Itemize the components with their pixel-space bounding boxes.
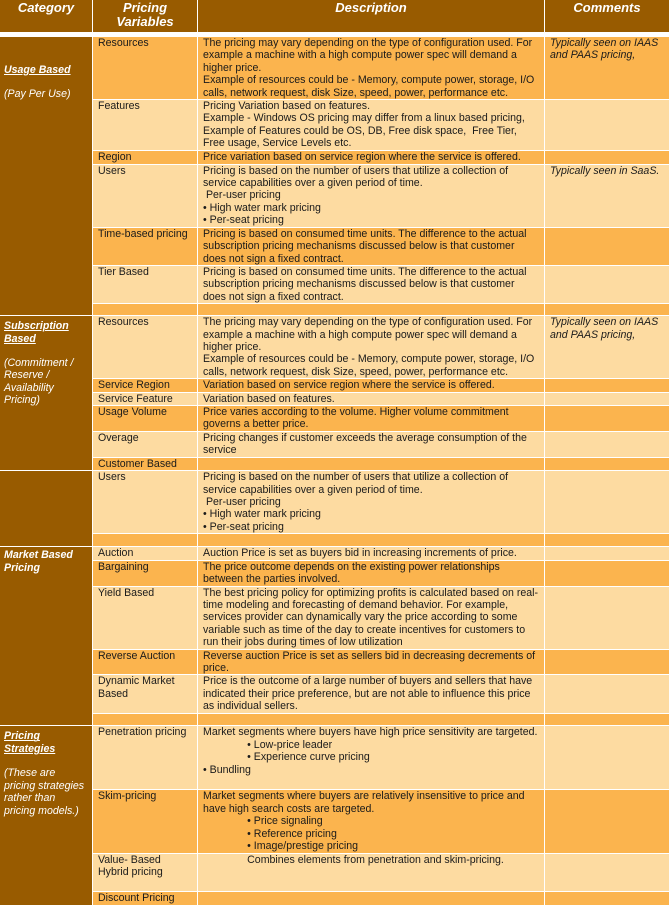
comment (545, 854, 669, 891)
table-row (0, 165, 669, 227)
table-row (0, 790, 669, 852)
category-subtitle: (Commitment / Reserve / Availability Pricing) (4, 356, 74, 407)
pricing-variable: Value- Based Hybrid pricing (93, 854, 197, 891)
table-row (0, 432, 669, 457)
pricing-variable: Service Region (93, 379, 197, 391)
table-row (0, 561, 669, 586)
pricing-variable: Customer Based (93, 458, 197, 470)
table-row (0, 37, 669, 99)
description: Auction Price is set as buyers bid in increasing increments of price. (198, 547, 544, 559)
description: The pricing may vary depending on the type of configuration used. For example a machine with a high compute power spec will demand a higher price. Example of resources could be - Memory, compute power, storage, I/O calls, network request, disk Size, speed, power, performance etc. (198, 316, 544, 378)
pricing-variable (93, 304, 197, 315)
description: The best pricing policy for optimizing profits is calculated based on real-time modeling and forecasting of demand behavior. For example, services provider can dynamically vary the price according to some variable such as time of the day to create incentives for customers to run their jobs during times of low utilization (198, 587, 544, 649)
category-cell-subscription (0, 471, 92, 546)
header-pricing-variables: Pricing Variables (93, 0, 197, 32)
description (198, 304, 544, 315)
category-cell-usage (0, 37, 92, 315)
table-row (0, 726, 669, 789)
description (198, 892, 544, 905)
comment (545, 675, 669, 713)
pricing-variable: Skim-pricing (93, 790, 197, 852)
comment (545, 892, 669, 905)
category-cell-market (0, 547, 92, 725)
table-row (0, 316, 669, 378)
description: Variation based on features. (198, 393, 544, 405)
spacer-row (0, 534, 669, 546)
pricing-variable: Users (93, 471, 197, 533)
category-title: Market Based Pricing (4, 549, 73, 574)
description: Variation based on service region where the service is offered. (198, 379, 544, 391)
comment (545, 151, 669, 164)
pricing-variable (93, 714, 197, 725)
header-divider (0, 33, 669, 36)
table-row (0, 151, 669, 164)
description (198, 534, 544, 546)
table-row (0, 393, 669, 405)
comment (545, 432, 669, 457)
pricing-variable: Usage Volume (93, 406, 197, 431)
table-row (0, 471, 669, 533)
description: The pricing may vary depending on the type of configuration used. For example a machine with a high compute power spec will demand a higher price. Example of resources could be - Memory, compute power, storage, I/O calls, network request, disk Size, speed, power, performance etc. (198, 37, 544, 99)
header-row (0, 0, 669, 32)
comment (545, 714, 669, 725)
description: Market segments where buyers have high price sensitivity are targeted. • Low-price leader • Experience curve pricing • Bundling (198, 726, 544, 789)
description: Pricing is based on the number of users that utilize a collection of service capabilities over a given period of time. Per-user pricing • High water mark pricing • Per-seat pricing (198, 471, 544, 533)
pricing-variable: Auction (93, 547, 197, 559)
pricing-variable: Features (93, 100, 197, 150)
description: Pricing is based on consumed time units. The difference to the actual subscription pricing mechanisms discussed below is that customer does not sign a fixed contract. (198, 266, 544, 303)
table-row (0, 547, 669, 559)
pricing-variable: Yield Based (93, 587, 197, 649)
pricing-variable: Resources (93, 37, 197, 99)
spacer-row (0, 714, 669, 725)
category-cell-subscription (0, 316, 92, 470)
category-title: Pricing Strategies (4, 730, 56, 755)
comment (545, 266, 669, 303)
comment: Typically seen on IAAS and PAAS pricing, (545, 37, 669, 99)
description (198, 714, 544, 725)
header-category: Category (0, 0, 92, 32)
comment (545, 561, 669, 586)
table-row (0, 650, 669, 675)
spacer-row (0, 304, 669, 315)
header-comments: Comments (545, 0, 669, 32)
comment (545, 458, 669, 470)
description: Reverse auction Price is set as sellers bid in decreasing decrements of price. (198, 650, 544, 675)
comment (545, 471, 669, 533)
comment (545, 726, 669, 789)
description: Combines elements from penetration and skim-pricing. (198, 854, 544, 891)
category-title: Subscription Based (4, 320, 69, 345)
description: Price variation based on service region where the service is offered. (198, 151, 544, 164)
pricing-variable: Resources (93, 316, 197, 378)
table-row (0, 675, 669, 713)
pricing-variable: Region (93, 151, 197, 164)
description: Pricing Variation based on features. Example - Windows OS pricing may differ from a linux based pricing, Example of Features could be OS, DB, Free disk space, Free Tier, Free usage, Service Levels etc. (198, 100, 544, 150)
pricing-variable: Tier Based (93, 266, 197, 303)
comment (545, 587, 669, 649)
comment (545, 228, 669, 265)
comment (545, 547, 669, 559)
comment (545, 650, 669, 675)
comment (545, 379, 669, 391)
comment: Typically seen on IAAS and PAAS pricing, (545, 316, 669, 378)
table-row (0, 406, 669, 431)
table-row (0, 228, 669, 265)
pricing-variable: Users (93, 165, 197, 227)
description: Price varies according to the volume. Higher volume commitment governs a better price. (198, 406, 544, 431)
comment (545, 406, 669, 431)
description: Price is the outcome of a large number of buyers and sellers that have indicated their price preference, but are not able to influence this price as individual sellers. (198, 675, 544, 713)
pricing-variable: Service Feature (93, 393, 197, 405)
comment (545, 534, 669, 546)
pricing-variable: Penetration pricing (93, 726, 197, 789)
description: Pricing is based on the number of users that utilize a collection of service capabilities over a given period of time. Per-user pricing • High water mark pricing • Per-seat pricing (198, 165, 544, 227)
comment (545, 790, 669, 852)
description: Pricing changes if customer exceeds the average consumption of the service (198, 432, 544, 457)
comment (545, 393, 669, 405)
pricing-variable: Discount Pricing (93, 892, 197, 905)
pricing-variable: Time-based pricing (93, 228, 197, 265)
category-subtitle: (These are pricing strategies rather than pricing models.) (4, 767, 85, 817)
pricing-variable: Bargaining (93, 561, 197, 586)
table-row (0, 266, 669, 303)
category-cell-strategies (0, 726, 92, 904)
pricing-variable: Reverse Auction (93, 650, 197, 675)
table-row (0, 587, 669, 649)
category-title: Usage Based (4, 64, 71, 76)
table-row (0, 458, 669, 470)
description (198, 458, 544, 470)
comment (545, 100, 669, 150)
description: The price outcome depends on the existing power relationships between the parties involved. (198, 561, 544, 586)
comment: Typically seen in SaaS. (545, 165, 669, 227)
table-row (0, 854, 669, 891)
description: Pricing is based on consumed time units. The difference to the actual subscription pricing mechanisms discussed below is that customer does not sign a fixed contract. (198, 228, 544, 265)
table-row (0, 892, 669, 905)
table-body (0, 37, 669, 905)
pricing-variable (93, 534, 197, 546)
header-description: Description (198, 0, 544, 32)
pricing-variable: Overage (93, 432, 197, 457)
comment (545, 304, 669, 315)
description: Market segments where buyers are relatively insensitive to price and have high search costs are targeted. • Price signaling • Reference pricing • Image/prestige pricing (198, 790, 544, 852)
pricing-variable: Dynamic Market Based (93, 675, 197, 713)
category-subtitle: (Pay Per Use) (4, 88, 71, 101)
table-row (0, 379, 669, 391)
table-row (0, 100, 669, 150)
